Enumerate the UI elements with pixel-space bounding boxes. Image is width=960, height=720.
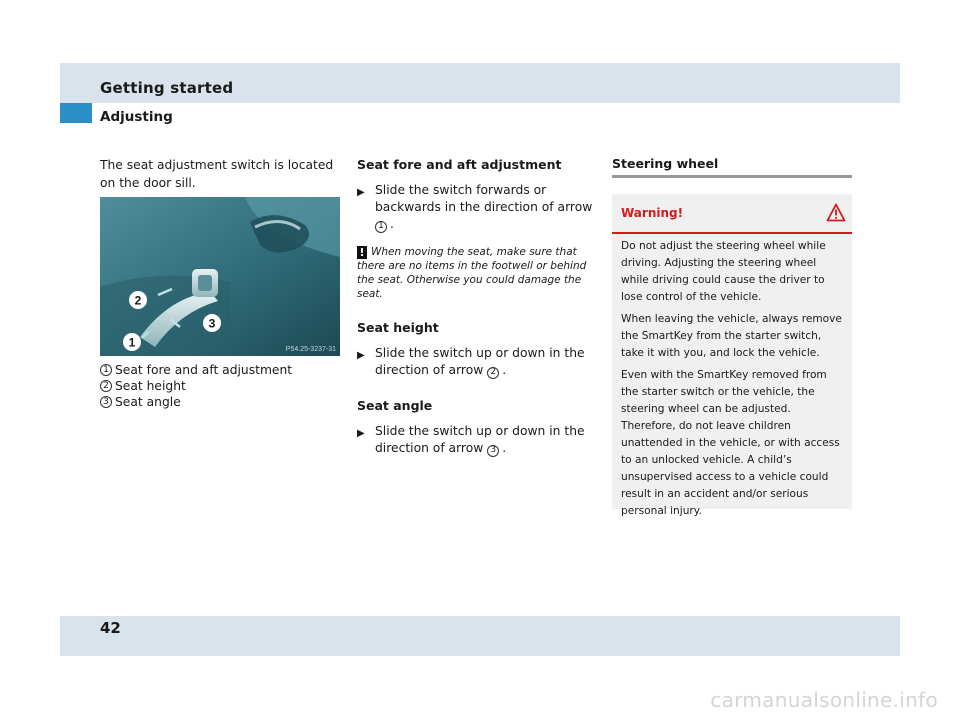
seat-angle-heading: Seat angle <box>357 398 433 413</box>
exclamation-icon: ! <box>357 246 367 259</box>
arrow-ref: 2 <box>487 367 499 379</box>
seat-adjustment-instructions <box>357 156 602 457</box>
footer-band <box>60 616 900 656</box>
legend-number: 2 <box>100 380 112 392</box>
site-watermark: carmanualsonline.info <box>710 688 938 712</box>
warning-paragraph: Do not adjust the steering wheel while driving. Adjusting the steering wheel while driving could cause the driver to lose control of the vehicle. <box>621 240 826 303</box>
note-text: When moving the seat, make sure that there are no items in the footwell or behind the seat. Otherwise you could damage the seat. <box>357 246 587 300</box>
fore-aft-heading: Seat fore and aft adjustment <box>357 157 562 172</box>
photo-legend <box>100 362 350 410</box>
seat-switch-photo <box>100 197 340 356</box>
seat-angle-step: ▶ Slide the switch up or down in the direction of arrow 3 . <box>357 424 585 455</box>
steering-wheel-heading: Steering wheel <box>612 156 719 171</box>
seat-switch-intro: The seat adjustment switch is located on the door sill. <box>100 158 334 190</box>
subsection-title: Adjusting <box>100 109 173 125</box>
warning-heading: Warning! <box>621 206 684 220</box>
warning-paragraph: Even with the SmartKey removed from the starter switch or the vehicle, the steering wheel can be adjusted. Therefore, do not leave children unattended in the vehicle, or with access to an unlocked vehicle. A child’s unsupervised access to a vehicle could result in an accident and/or serious personal injury. <box>621 369 840 517</box>
page-number: 42 <box>100 619 121 637</box>
bullet-triangle-icon: ▶ <box>357 428 365 439</box>
fore-aft-step-text: Slide the switch forwards or backwards in the direction of arrow <box>375 183 593 214</box>
legend-text: Seat fore and aft adjustment <box>115 363 293 377</box>
section-accent-marker <box>60 103 92 123</box>
section-title: Getting started <box>100 79 234 97</box>
warning-paragraph: When leaving the vehicle, always remove the SmartKey from the starter switch, take it with you, and lock the vehicle. <box>621 313 842 359</box>
callout-3-label: 3 <box>208 316 216 331</box>
seat-caution-note <box>357 245 602 301</box>
warning-triangle-icon <box>826 203 846 222</box>
seat-height-heading: Seat height <box>357 320 439 335</box>
warning-rule <box>612 232 852 234</box>
seat-height-step-text: Slide the switch up or down in the direction of arrow <box>375 346 585 377</box>
legend-text: Seat height <box>115 379 186 393</box>
legend-text: Seat angle <box>115 395 181 409</box>
legend-item <box>100 378 350 394</box>
bullet-triangle-icon: ▶ <box>357 350 365 361</box>
legend-number: 1 <box>100 364 112 376</box>
arrow-ref: 1 <box>375 221 387 233</box>
photo-reference-label: P54.25-3237-31 <box>285 346 336 353</box>
legend-number: 3 <box>100 396 112 408</box>
heading-rule <box>612 175 852 178</box>
callout-2-label: 2 <box>134 293 142 308</box>
legend-item <box>100 362 350 378</box>
callout-1-label: 1 <box>128 335 136 350</box>
legend-item <box>100 394 350 410</box>
warning-body <box>621 238 847 525</box>
arrow-ref: 3 <box>487 445 499 457</box>
bullet-triangle-icon: ▶ <box>357 187 365 198</box>
seat-height-step: ▶ Slide the switch up or down in the direction of arrow 2 . <box>357 346 585 377</box>
fore-aft-step: ▶ Slide the switch forwards or backwards in the direction of arrow 1 . <box>357 183 593 231</box>
seat-angle-step-text: Slide the switch up or down in the direction of arrow <box>375 424 585 455</box>
